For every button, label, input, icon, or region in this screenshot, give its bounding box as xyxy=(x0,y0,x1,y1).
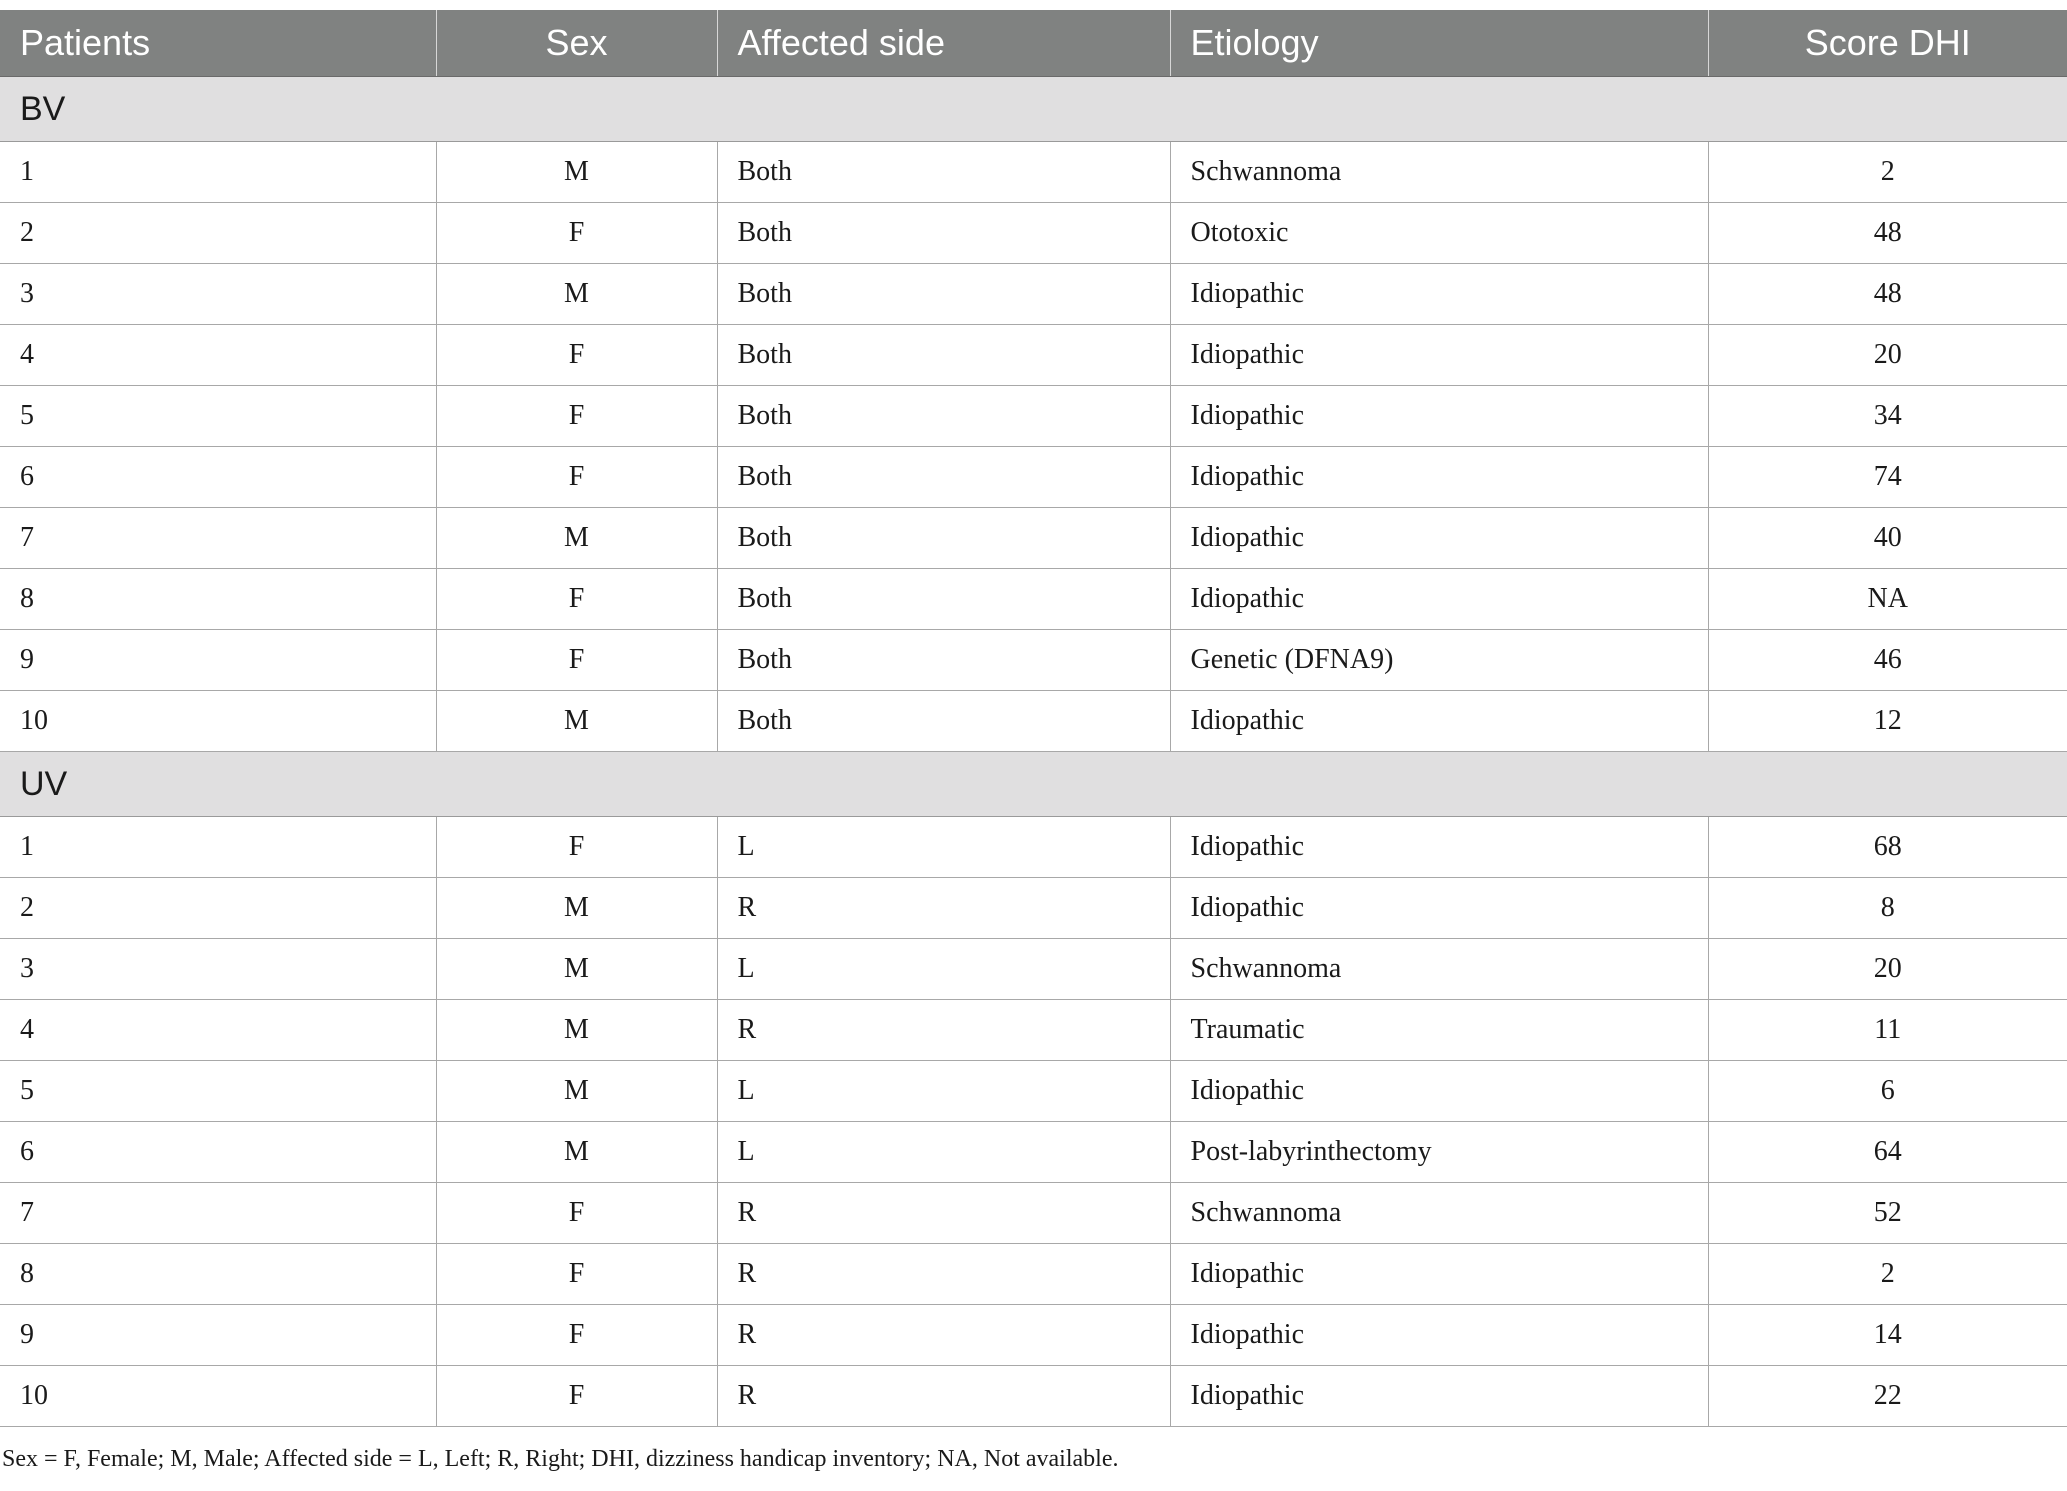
cell-affected-side: Both xyxy=(717,508,1170,569)
group-label: BV xyxy=(0,77,2067,142)
cell-score-dhi: 74 xyxy=(1708,447,2067,508)
cell-etiology: Traumatic xyxy=(1170,1000,1708,1061)
cell-etiology: Idiopathic xyxy=(1170,1366,1708,1427)
cell-etiology: Idiopathic xyxy=(1170,1061,1708,1122)
cell-score-dhi: 64 xyxy=(1708,1122,2067,1183)
cell-score-dhi: 20 xyxy=(1708,325,2067,386)
cell-etiology: Ototoxic xyxy=(1170,203,1708,264)
cell-score-dhi: 52 xyxy=(1708,1183,2067,1244)
cell-sex: F xyxy=(436,447,717,508)
cell-sex: F xyxy=(436,1183,717,1244)
table-footnote: Sex = F, Female; M, Male; Affected side = L, Left; R, Right; DHI, dizziness handicap inventory; NA, Not available. xyxy=(2,1446,1119,1472)
header-row xyxy=(0,10,2067,77)
header-patients: Patients xyxy=(0,10,436,77)
cell-score-dhi: 8 xyxy=(1708,878,2067,939)
cell-score-dhi: 2 xyxy=(1708,1244,2067,1305)
table-row xyxy=(0,691,2067,752)
cell-etiology: Idiopathic xyxy=(1170,325,1708,386)
cell-etiology: Post-labyrinthectomy xyxy=(1170,1122,1708,1183)
cell-etiology: Idiopathic xyxy=(1170,386,1708,447)
table-row xyxy=(0,203,2067,264)
cell-score-dhi: 22 xyxy=(1708,1366,2067,1427)
cell-score-dhi: 11 xyxy=(1708,1000,2067,1061)
cell-etiology: Idiopathic xyxy=(1170,569,1708,630)
table-row xyxy=(0,878,2067,939)
cell-score-dhi: 6 xyxy=(1708,1061,2067,1122)
group-header-row xyxy=(0,752,2067,817)
cell-patient: 9 xyxy=(0,1305,436,1366)
cell-patient: 8 xyxy=(0,1244,436,1305)
header-sex: Sex xyxy=(436,10,717,77)
cell-patient: 3 xyxy=(0,264,436,325)
cell-patient: 10 xyxy=(0,1366,436,1427)
header-affected-side: Affected side xyxy=(717,10,1170,77)
cell-affected-side: Both xyxy=(717,630,1170,691)
table-header xyxy=(0,10,2067,77)
cell-patient: 8 xyxy=(0,569,436,630)
cell-score-dhi: 34 xyxy=(1708,386,2067,447)
cell-sex: F xyxy=(436,1305,717,1366)
cell-etiology: Idiopathic xyxy=(1170,878,1708,939)
cell-affected-side: Both xyxy=(717,569,1170,630)
cell-etiology: Idiopathic xyxy=(1170,691,1708,752)
cell-score-dhi: 2 xyxy=(1708,142,2067,203)
cell-etiology: Schwannoma xyxy=(1170,939,1708,1000)
table-body xyxy=(0,77,2067,1427)
cell-patient: 4 xyxy=(0,325,436,386)
cell-patient: 2 xyxy=(0,878,436,939)
cell-patient: 10 xyxy=(0,691,436,752)
table-row xyxy=(0,569,2067,630)
table-row xyxy=(0,1244,2067,1305)
cell-etiology: Schwannoma xyxy=(1170,142,1708,203)
cell-sex: M xyxy=(436,691,717,752)
cell-affected-side: R xyxy=(717,1000,1170,1061)
cell-sex: M xyxy=(436,508,717,569)
cell-affected-side: R xyxy=(717,878,1170,939)
header-score-dhi: Score DHI xyxy=(1708,10,2067,77)
cell-sex: F xyxy=(436,817,717,878)
cell-etiology: Idiopathic xyxy=(1170,264,1708,325)
table-row xyxy=(0,1061,2067,1122)
cell-affected-side: L xyxy=(717,817,1170,878)
header-etiology: Etiology xyxy=(1170,10,1708,77)
cell-score-dhi: 46 xyxy=(1708,630,2067,691)
cell-sex: M xyxy=(436,142,717,203)
cell-sex: F xyxy=(436,386,717,447)
table-row xyxy=(0,630,2067,691)
cell-sex: M xyxy=(436,264,717,325)
table-row xyxy=(0,1305,2067,1366)
cell-etiology: Genetic (DFNA9) xyxy=(1170,630,1708,691)
patients-table xyxy=(0,10,2067,1427)
cell-etiology: Idiopathic xyxy=(1170,1305,1708,1366)
cell-patient: 4 xyxy=(0,1000,436,1061)
cell-affected-side: Both xyxy=(717,142,1170,203)
cell-patient: 9 xyxy=(0,630,436,691)
table-row xyxy=(0,939,2067,1000)
cell-sex: F xyxy=(436,1244,717,1305)
cell-patient: 1 xyxy=(0,142,436,203)
cell-affected-side: Both xyxy=(717,447,1170,508)
table-row xyxy=(0,1000,2067,1061)
cell-etiology: Idiopathic xyxy=(1170,447,1708,508)
cell-score-dhi: 14 xyxy=(1708,1305,2067,1366)
table-row xyxy=(0,325,2067,386)
cell-affected-side: Both xyxy=(717,264,1170,325)
cell-sex: F xyxy=(436,1366,717,1427)
table-row xyxy=(0,447,2067,508)
cell-patient: 6 xyxy=(0,447,436,508)
cell-score-dhi: 68 xyxy=(1708,817,2067,878)
cell-affected-side: Both xyxy=(717,386,1170,447)
cell-score-dhi: NA xyxy=(1708,569,2067,630)
group-header-row xyxy=(0,77,2067,142)
cell-affected-side: R xyxy=(717,1366,1170,1427)
cell-score-dhi: 20 xyxy=(1708,939,2067,1000)
cell-patient: 7 xyxy=(0,1183,436,1244)
cell-sex: M xyxy=(436,1061,717,1122)
table-row xyxy=(0,264,2067,325)
patients-table-container xyxy=(0,10,2067,1427)
cell-score-dhi: 12 xyxy=(1708,691,2067,752)
cell-patient: 1 xyxy=(0,817,436,878)
cell-affected-side: L xyxy=(717,1061,1170,1122)
cell-sex: F xyxy=(436,203,717,264)
cell-affected-side: Both xyxy=(717,691,1170,752)
cell-patient: 7 xyxy=(0,508,436,569)
cell-affected-side: R xyxy=(717,1183,1170,1244)
cell-sex: F xyxy=(436,325,717,386)
cell-affected-side: L xyxy=(717,939,1170,1000)
cell-affected-side: Both xyxy=(717,203,1170,264)
cell-patient: 2 xyxy=(0,203,436,264)
cell-etiology: Schwannoma xyxy=(1170,1183,1708,1244)
cell-affected-side: L xyxy=(717,1122,1170,1183)
cell-sex: M xyxy=(436,939,717,1000)
cell-sex: M xyxy=(436,1122,717,1183)
cell-patient: 5 xyxy=(0,386,436,447)
cell-etiology: Idiopathic xyxy=(1170,508,1708,569)
cell-score-dhi: 48 xyxy=(1708,264,2067,325)
table-row xyxy=(0,142,2067,203)
table-row xyxy=(0,817,2067,878)
table-row xyxy=(0,1122,2067,1183)
cell-patient: 6 xyxy=(0,1122,436,1183)
cell-sex: F xyxy=(436,630,717,691)
group-label: UV xyxy=(0,752,2067,817)
cell-affected-side: R xyxy=(717,1305,1170,1366)
table-row xyxy=(0,1366,2067,1427)
table-row xyxy=(0,508,2067,569)
table-row xyxy=(0,1183,2067,1244)
cell-affected-side: Both xyxy=(717,325,1170,386)
cell-sex: F xyxy=(436,569,717,630)
table-row xyxy=(0,386,2067,447)
cell-sex: M xyxy=(436,878,717,939)
cell-score-dhi: 48 xyxy=(1708,203,2067,264)
cell-sex: M xyxy=(436,1000,717,1061)
cell-etiology: Idiopathic xyxy=(1170,1244,1708,1305)
cell-patient: 5 xyxy=(0,1061,436,1122)
cell-patient: 3 xyxy=(0,939,436,1000)
cell-score-dhi: 40 xyxy=(1708,508,2067,569)
cell-etiology: Idiopathic xyxy=(1170,817,1708,878)
cell-affected-side: R xyxy=(717,1244,1170,1305)
